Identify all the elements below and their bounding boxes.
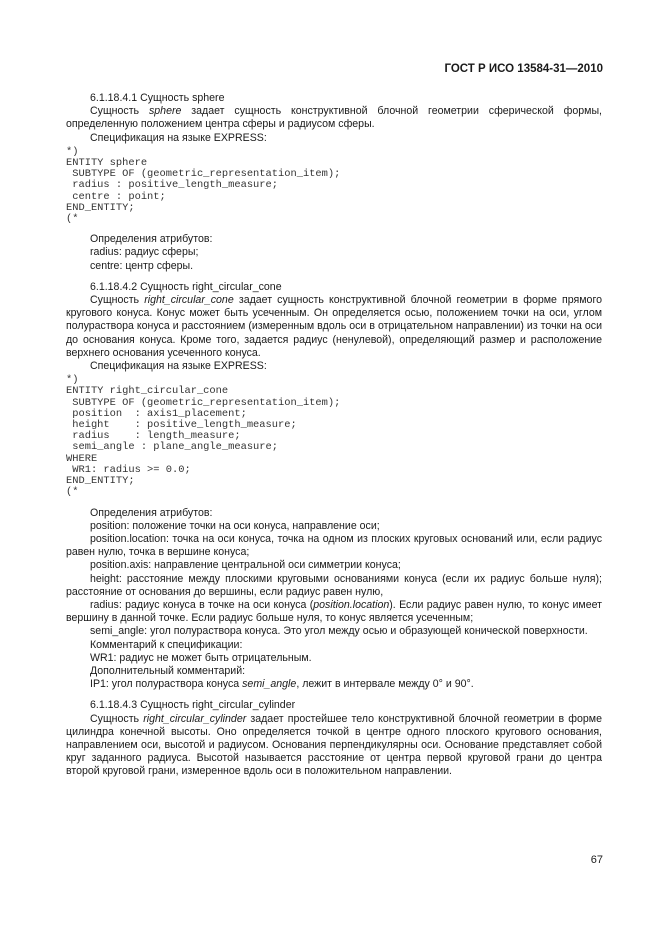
- page-number: 67: [590, 854, 603, 866]
- cone-attr-position: position: положение точки на оси конуса, направление оси;: [90, 519, 380, 532]
- cone-express-code: *) ENTITY right_circular_cone SUBTYPE OF (geometric_representation_item); position : axis1_placement; height : positive_length_measure; radius : length_measure; semi_angle : plane_angle_measure; WHERE WR1: radius >= 0.0; END_ENTITY; (*: [66, 374, 341, 499]
- cone-description: Сущность right_circular_cone задает сущность конструктивной блочной геометрии в форме прямого кругового конуса. Конус может быть усеченным. Он определяется осью, положением точки на оси, углом полураствора конуса и расстоянием (измеренным вдоль оси в отрицательном направлении) из точки на оси до основания конуса. Кроме того, задается радиус (ненулевой), определяющий размер и расположение верхнего основания усеченного конуса.: [66, 294, 602, 359]
- sphere-attr-title: Определения атрибутов:: [90, 233, 213, 246]
- cone-comment-wr1: WR1: радиус не может быть отрицательным.: [90, 651, 312, 664]
- section-title-cylinder: 6.1.18.4.3 Сущность right_circular_cylinder: [90, 699, 296, 712]
- cone-attr-height: height: расстояние между плоскими круговыми основаниями конуса (если их радиус больше нуля); расстояние от основания до вершины, если радиус равен нулю,: [66, 572, 602, 598]
- cylinder-description: Сущность right_circular_cylinder задает простейшее тело конструктивной блочной геометрии в форме цилиндра конечной высоты. Оно определяется точкой в центре одного плоского кругового основания, направлением оси, высотой и радиусом. Основания перпендикулярны оси. Основание представляет собой круг заданного радиуса. Высотой называется расстояние от центра первой круговой грани до центра второй круговой грани, измеренное вдоль оси в положительном направлении.: [66, 712, 602, 778]
- cone-spec-label: Спецификация на языке EXPRESS:: [90, 360, 267, 373]
- cone-attr-location: position.location: точка на оси конуса, точка на одном из плоских круговых оснований или, если радиус равен нулю, точка в вершине конуса;: [66, 532, 602, 559]
- cone-attr-title: Определения атрибутов:: [90, 506, 213, 519]
- cone-attr-semi-angle: semi_angle: угол полураствора конуса. Это угол между осью и образующей конической поверхности.: [90, 625, 588, 638]
- cone-attr-radius: radius: радиус конуса в точке на оси конуса (position.location). Если радиус равен нулю, то конус имеет вершину в данной точке. Если радиус больше нуля, то конус является усеченным;: [66, 598, 602, 625]
- sphere-attr-centre: centre: центр сферы.: [90, 259, 194, 272]
- page-content: [66, 92, 602, 779]
- cone-attr-axis: position.axis: направление центральной оси симметрии конуса;: [90, 559, 401, 572]
- cone-comment-ip1: IP1: угол полураствора конуса semi_angle, лежит в интервале между 0° и 90°.: [90, 678, 474, 691]
- sphere-express-code: *) ENTITY sphere SUBTYPE OF (geometric_representation_item); radius : positive_length_measure; centre : point; END_ENTITY; (*: [66, 145, 341, 226]
- cone-extra-comment-title: Дополнительный комментарий:: [90, 664, 246, 677]
- sphere-attr-radius: radius: радиус сферы;: [90, 246, 199, 259]
- section-title-sphere: 6.1.18.4.1 Сущность sphere: [90, 92, 225, 104]
- section-title-cone: 6.1.18.4.2 Сущность right_circular_cone: [90, 280, 282, 293]
- cone-comment-title: Комментарий к спецификации:: [90, 638, 243, 651]
- sphere-description: Сущность sphere задает сущность конструктивной блочной геометрии сферической формы, определенную положением центра сферы и радиусом сферы.: [66, 105, 602, 131]
- document-header: ГОСТ Р ИСО 13584-31—2010: [444, 63, 603, 75]
- sphere-spec-label: Спецификация на языке EXPRESS:: [90, 131, 267, 144]
